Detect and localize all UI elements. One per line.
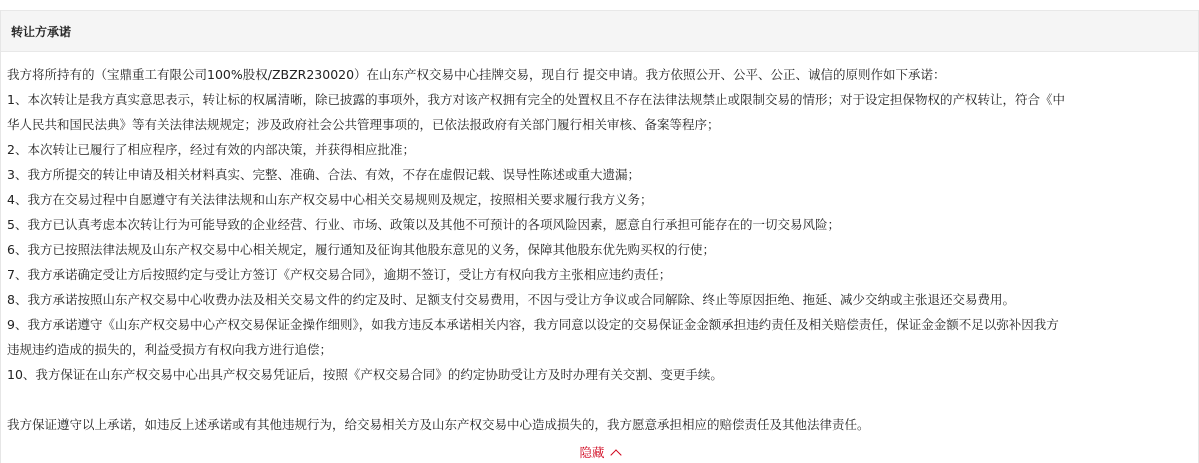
spacer <box>7 387 1192 412</box>
commitment-item-8: 8、我方承诺按照山东产权交易中心收费办法及相关交易文件的约定及时、足额支付交易费用，不因与受让方争议或合同解除、终止等原因拒绝、拖延、减少交纳或主张退还交易费用。 <box>7 292 1015 307</box>
commitment-closing: 我方保证遵守以上承诺，如违反上述承诺或有其他违规行为，给交易相关方及山东产权交易中心造成损失的，我方愿意承担相应的赔偿责任及其他法律责任。 <box>7 417 870 432</box>
panel-title: 转让方承诺 <box>11 24 72 39</box>
commitment-item-10: 10、我方保证在山东产权交易中心出具产权交易凭证后，按照《产权交易合同》的约定协助受让方及时办理有关交割、变更手续。 <box>7 367 723 382</box>
seller-commitment-panel <box>0 10 1199 463</box>
hide-toggle-label: 隐藏 <box>579 445 605 460</box>
commitment-intro: 我方将所持有的（宝鼎重工有限公司100%股权/ZBZR230020）在山东产权交易中心挂牌交易，现自行 提交申请。我方依照公开、公平、公正、诚信的原则作如下承诺： <box>7 67 946 82</box>
commitment-item-3: 3、我方所提交的转让申请及相关材料真实、完整、准确、合法、有效，不存在虚假记载、误导性陈述或重大遗漏； <box>7 167 640 182</box>
panel-header <box>1 10 1198 52</box>
commitment-item-7: 7、我方承诺确定受让方后按照约定与受让方签订《产权交易合同》，逾期不签订，受让方有权向我方主张相应违约责任； <box>7 267 672 282</box>
commitment-item-9: 9、我方承诺遵守《山东产权交易中心产权交易保证金操作细则》，如我方违反本承诺相关内容，我方同意以设定的交易保证金金额承担违约责任及相关赔偿责任，保证金金额不足以弥补因我方 <box>7 317 1059 332</box>
hide-toggle-button[interactable] <box>1 443 1198 461</box>
commitment-item-1: 1、本次转让是我方真实意思表示，转让标的权属清晰，除已披露的事项外，我方对该产权拥有完全的处置权且不存在法律法规禁止或限制交易的情形；对于设定担保物权的产权转让，符合《中 <box>7 92 1065 107</box>
commitment-item-9-cont: 违规违约造成的损失的，利益受损方有权向我方进行追偿； <box>7 342 333 357</box>
chevron-up-icon <box>610 449 621 460</box>
commitment-item-4: 4、我方在交易过程中自愿遵守有关法律法规和山东产权交易中心相关交易规则及规定，按照相关要求履行我方义务； <box>7 192 653 207</box>
commitment-item-5: 5、我方已认真考虑本次转让行为可能导致的企业经营、行业、市场、政策以及其他不可预计的各项风险因素，愿意自行承担可能存在的一切交易风险； <box>7 217 840 232</box>
commitment-item-1-cont: 华人民共和国民法典》等有关法律法规规定；涉及政府社会公共管理事项的，已依法报政府有关部门履行相关审核、备案等程序； <box>7 117 720 132</box>
commitment-item-2: 2、本次转让已履行了相应程序，经过有效的内部决策，并获得相应批准； <box>7 142 415 157</box>
commitment-item-6: 6、我方已按照法律法规及山东产权交易中心相关规定，履行通知及征询其他股东意见的义务，保障其他股东优先购买权的行使； <box>7 242 715 257</box>
commitment-content <box>1 52 1198 437</box>
